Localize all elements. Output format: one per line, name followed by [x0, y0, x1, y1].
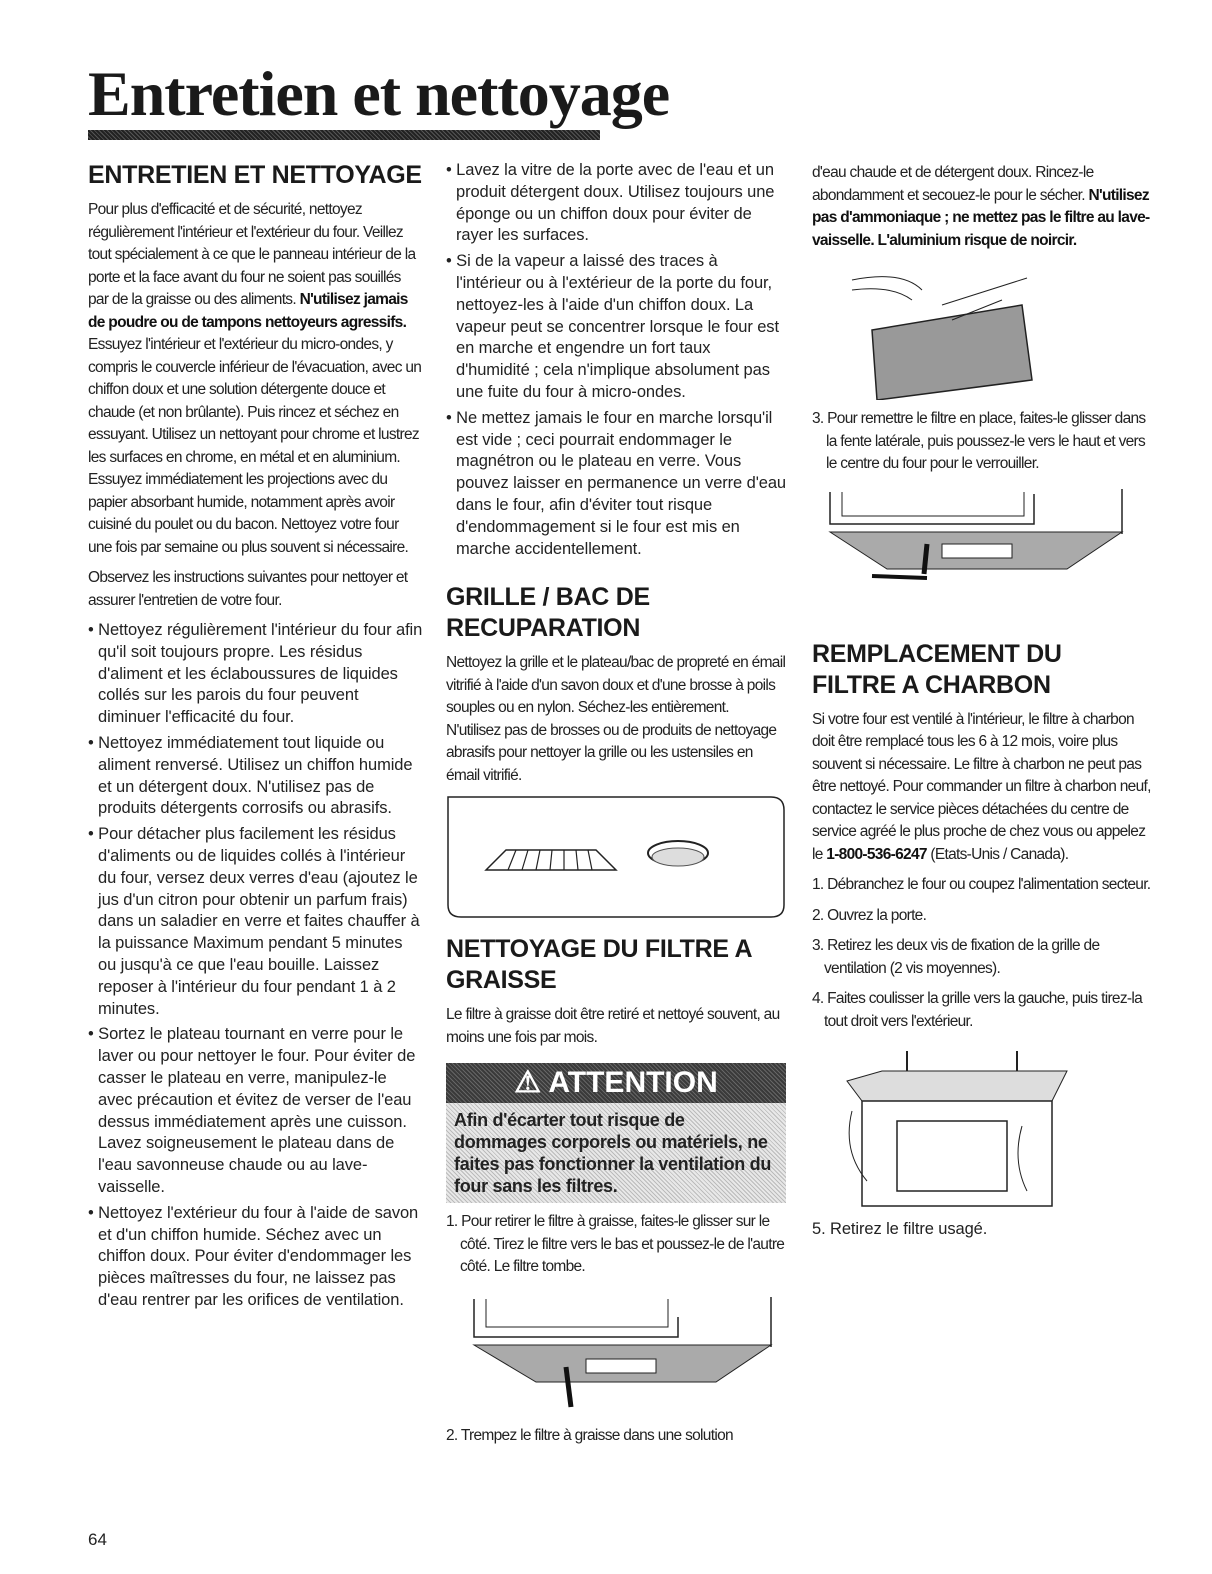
filtre-paragraph: Le filtre à graisse doit être retiré et nettoyé souvent, au moins une fois par mois.: [446, 1006, 780, 1046]
filter-reinstall-illustration: [812, 484, 1132, 609]
list-item: 3. Retirez les deux vis de fixation de la grille de ventilation (2 vis moyennes).: [812, 937, 1100, 977]
step-2: 2. Trempez le filtre à graisse dans une solution: [446, 1426, 733, 1444]
bold-warning: N'utilisez pas d'ammoniaque ; ne mettez pas le filtre au lave-vaisselle. L'aluminium risque de noircir.: [812, 186, 1150, 249]
intro-paragraph: [88, 199, 423, 559]
list-item: 2. Ouvrez la porte.: [812, 906, 927, 924]
cleaning-list-cont: [446, 160, 786, 560]
cleaning-list: [88, 620, 423, 1312]
list-item: • Nettoyez l'extérieur du four à l'aide de savon et d'un chiffon humide. Séchez avec un chiffon doux. Pour éviter d'endommager les pièces maîtresses du four, ne laissez pas d'eau rentrer par les orifices de ventilation.: [88, 1203, 419, 1309]
filter-removal-illustration: [446, 1287, 786, 1417]
phone-number: 1-800-536-6247: [826, 845, 927, 863]
text: Pour plus d'efficacité et de sécurité, nettoyez régulièrement l'intérieur et l'extérieur du four. Veillez tout spécialement à ce que le panneau intérieur de la porte et la face avant du four ne soient pas souillés par de la graisse ou des aliments.: [88, 201, 416, 308]
text: Si votre four est ventilé à l'intérieur, le filtre à charbon doit être remplacé tous les 6 à 12 mois, voire plus souvent si nécessaire. Le filtre à charbon ne peut pas être nettoyé. Pour commander un filtre à charbon neuf, contactez le service pièces détachées du centre de service agréé le plus proche de chez vous ou appelez le: [812, 710, 1151, 863]
column-3: [812, 162, 1152, 1245]
title-rule: [88, 130, 600, 140]
step-3: 3. Pour remettre le filtre en place, faites-le glisser dans la fente latérale, puis poussez-le vers le haut et vers le centre du four pour le verrouiller.: [812, 410, 1146, 472]
attention-label: ATTENTION: [548, 1066, 718, 1100]
list-item: • Nettoyez régulièrement l'intérieur du four afin qu'il soit toujours propre. Les résidus d'aliment et les éclaboussures de liquides collés sur les parois du four peuvent diminuer l'efficacité du four.: [88, 621, 423, 727]
list-item: • Ne mettez jamais le four en marche lorsqu'il est vide ; ceci pourrait endommager le magnétron ou le plateau en verre. Vous pouvez laisser en permanence un verre d'eau dans le four, afin d'éviter tout risque d'endommagement si le four est mis en marche accidentellement.: [446, 408, 786, 558]
section-heading-entretien: ENTRETIEN ET NETTOYAGE: [88, 161, 422, 189]
column-1: [88, 160, 423, 1316]
list-item: • Sortez le plateau tournant en verre pour le laver ou pour nettoyer le four. Pour éviter de casser le plateau en verre, manipulez-le avec précaution et évitez de verser de l'eau dessus immédiatement après une cuisson. Lavez soigneusement le plateau dans de l'eau savonneuse chaude ou au lave-vaisselle.: [88, 1025, 416, 1196]
bold-warning: N'utilisez jamais de poudre ou de tampons nettoyeurs agressifs.: [88, 291, 408, 331]
page-title: Entretien et nettoyage: [88, 58, 670, 129]
section-heading-charbon: REMPLACEMENT DU FILTRE A CHARBON: [812, 639, 1062, 699]
list-item: • Si de la vapeur a laissé des traces à l'intérieur ou à l'extérieur de la porte du four, nettoyez-les à l'aide d'un chiffon doux. La vapeur peut se concentrer lorsque le four est en marche et engendre un fort taux d'humidité ; cela n'implique absolument pas une fuite du four à micro-ondes.: [446, 252, 779, 401]
step-5: 5. Retirez le filtre usagé.: [812, 1220, 988, 1238]
warning-triangle-icon: ⚠: [514, 1066, 542, 1100]
attention-box: [446, 1063, 786, 1203]
attention-text: Afin d'écarter tout risque de dommages corporels ou matériels, ne faites pas fonctionner la ventilation du four sans les filtres.: [446, 1103, 786, 1203]
attention-header: [446, 1063, 786, 1103]
charbon-steps: [812, 874, 1152, 1033]
column-2: [446, 160, 786, 1455]
soak-paragraph: [812, 162, 1152, 252]
list-item: • Lavez la vitre de la porte avec de l'eau et un produit détergent doux. Utilisez toujours une éponge ou un chiffon doux pour éviter de rayer les surfaces.: [446, 161, 775, 245]
section-heading-grille: GRILLE / BAC DE RECUPARATION: [446, 583, 650, 643]
text: Essuyez l'intérieur et l'extérieur du micro-ondes, y compris le couvercle inférieur de l'évacuation, avec un chiffon doux et une solution détergente douce et chaude (et non brûlante). Puis rincez et séchez en essuyant. Utilisez un nettoyant pour chrome et lustrez les surfaces en chrome, en métal et en aluminium. Essuyez immédiatement les projections avec du papier absorbant humide, notamment après avoir cuisiné du poulet ou du bacon. Nettoyez votre four une fois par semaine ou plus souvent si nécessaire.: [88, 336, 422, 556]
list-item: 4. Faites coulisser la grille vers la gauche, puis tirez-la tout droit vers l'extérieur.: [812, 990, 1142, 1030]
text: (Etats-Unis / Canada).: [926, 845, 1069, 863]
list-item: • Pour détacher plus facilement les résidus d'aliments ou de liquides collés à l'intérieur du four, versez deux verres d'eau (ajoutez le jus d'un citron pour obtenir un parfum frais) dans un saladier en verre et faites chauffer à la puissance Maximum pendant 5 minutes ou jusqu'à ce que l'eau bouille. Laissez reposer à l'intérieur du four pendant 1 à 2 minutes.: [88, 825, 420, 1018]
observe-paragraph: Observez les instructions suivantes pour nettoyer et assurer l'entretien de votre four.: [88, 569, 408, 609]
vent-grille-removal-illustration: [812, 1041, 1112, 1211]
page-number: 64: [88, 1530, 107, 1549]
grille-paragraph: Nettoyez la grille et le plateau/bac de propreté en émail vitrifié à l'aide d'un savon doux et d'une brosse à poils souples ou en nylon. Séchez-les entièrement. N'utilisez pas de brosses ou de produits de nettoyage abrasifs pour nettoyer la grille ou les ustensiles en émail vitrifié.: [446, 654, 786, 784]
section-heading-filtre-graisse: NETTOYAGE DU FILTRE A GRAISSE: [446, 935, 752, 995]
step-1: 1. Pour retirer le filtre à graisse, faites-le glisser sur le côté. Tirez le filtre vers le bas et poussez-le de l'autre côté. Le filtre tombe.: [446, 1213, 785, 1276]
rinse-filter-illustration: [812, 260, 1112, 400]
text: d'eau chaude et de détergent doux. Rincez-le abondamment et secouez-le pour le sécher.: [812, 164, 1094, 204]
list-item: • Nettoyez immédiatement tout liquide ou aliment renversé. Utilisez un chiffon humide et un détergent doux. N'utilisez pas de produits détergents corrosifs ou abrasifs.: [88, 733, 413, 818]
charbon-paragraph: [812, 709, 1152, 867]
list-item: 1. Débranchez le four ou coupez l'alimentation secteur.: [812, 876, 1151, 893]
rack-tray-illustration: [446, 795, 786, 920]
